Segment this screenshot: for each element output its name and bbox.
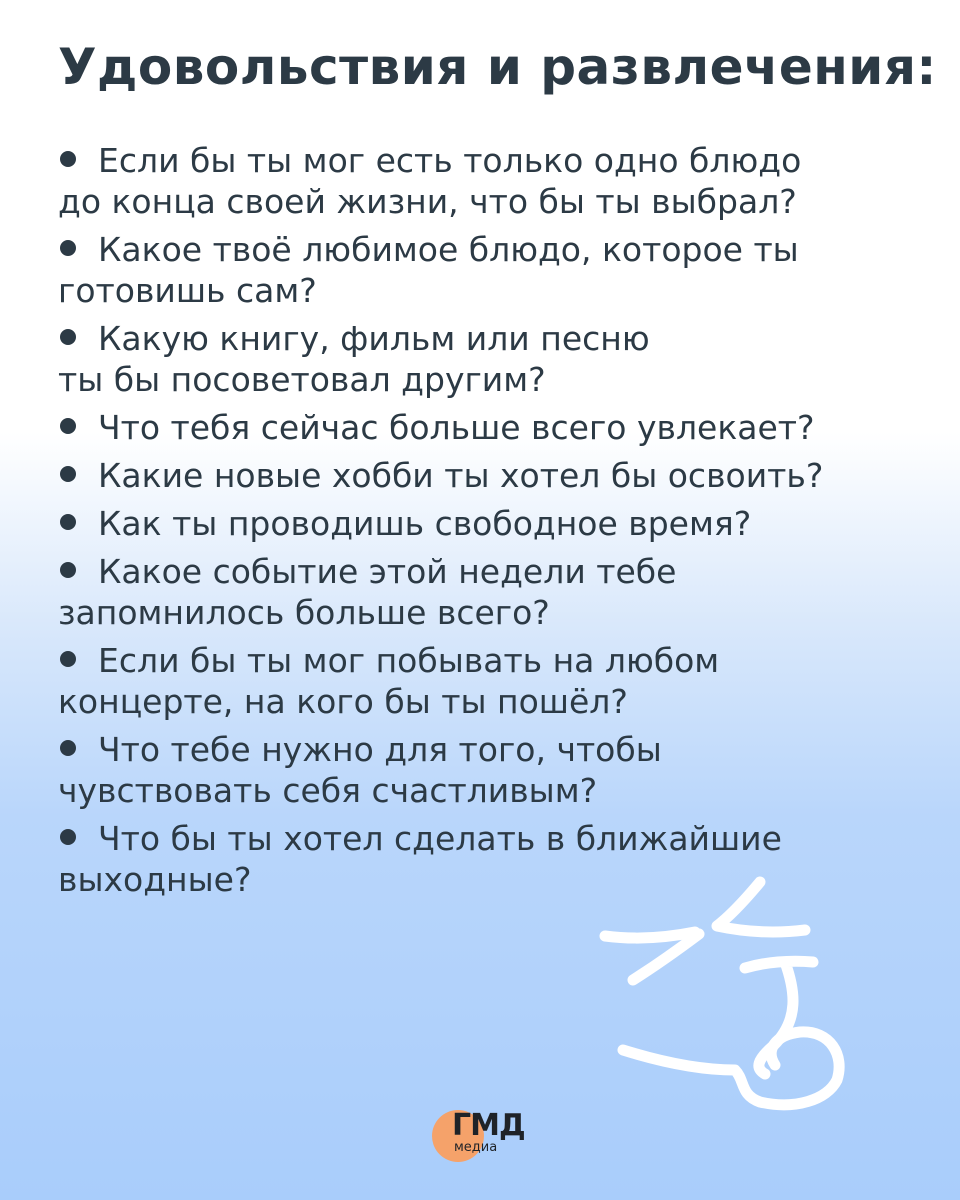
question-text: Как ты проводишь свободное время? (98, 504, 752, 543)
question-text: Какое твоё любимое блюдо, которое ты готовишь сам? (58, 230, 799, 310)
question-item (58, 551, 928, 633)
logo-wordmark: ГМД (452, 1108, 525, 1143)
question-text: Какое событие этой недели тебе запомнилось больше всего? (58, 552, 677, 632)
bullet-icon (60, 329, 76, 345)
bullet-icon (60, 466, 76, 482)
question-text: Что бы ты хотел сделать в ближайшие выходные? (58, 819, 782, 899)
question-item (58, 503, 928, 544)
bullet-icon (60, 151, 76, 167)
bullet-icon (60, 829, 76, 845)
question-item (58, 140, 928, 222)
brand-logo (432, 1108, 532, 1164)
question-list (58, 140, 928, 907)
page-title: Удовольствия и развлечения: (58, 38, 937, 96)
question-item (58, 455, 928, 496)
question-text: Какие новые хобби ты хотел бы освоить? (98, 456, 824, 495)
question-item (58, 407, 928, 448)
question-text: Если бы ты мог побывать на любом концерте, на кого бы ты пошёл? (58, 641, 720, 721)
bullet-icon (60, 240, 76, 256)
bullet-icon (60, 418, 76, 434)
question-text: Что тебе нужно для того, чтобы чувствовать себя счастливым? (58, 730, 662, 810)
question-item (58, 729, 928, 811)
bullet-icon (60, 562, 76, 578)
bullet-icon (60, 514, 76, 530)
question-item (58, 229, 928, 311)
scribble-decoration-icon (595, 870, 865, 1140)
question-text: Что тебя сейчас больше всего увлекает? (98, 408, 815, 447)
question-text: Если бы ты мог есть только одно блюдо до конца своей жизни, что бы ты выбрал? (58, 141, 802, 221)
logo-subtitle: медиа (454, 1140, 498, 1155)
bullet-icon (60, 651, 76, 667)
bullet-icon (60, 740, 76, 756)
question-item (58, 640, 928, 722)
question-item (58, 318, 928, 400)
question-text: Какую книгу, фильм или песню ты бы посоветовал другим? (58, 319, 650, 399)
